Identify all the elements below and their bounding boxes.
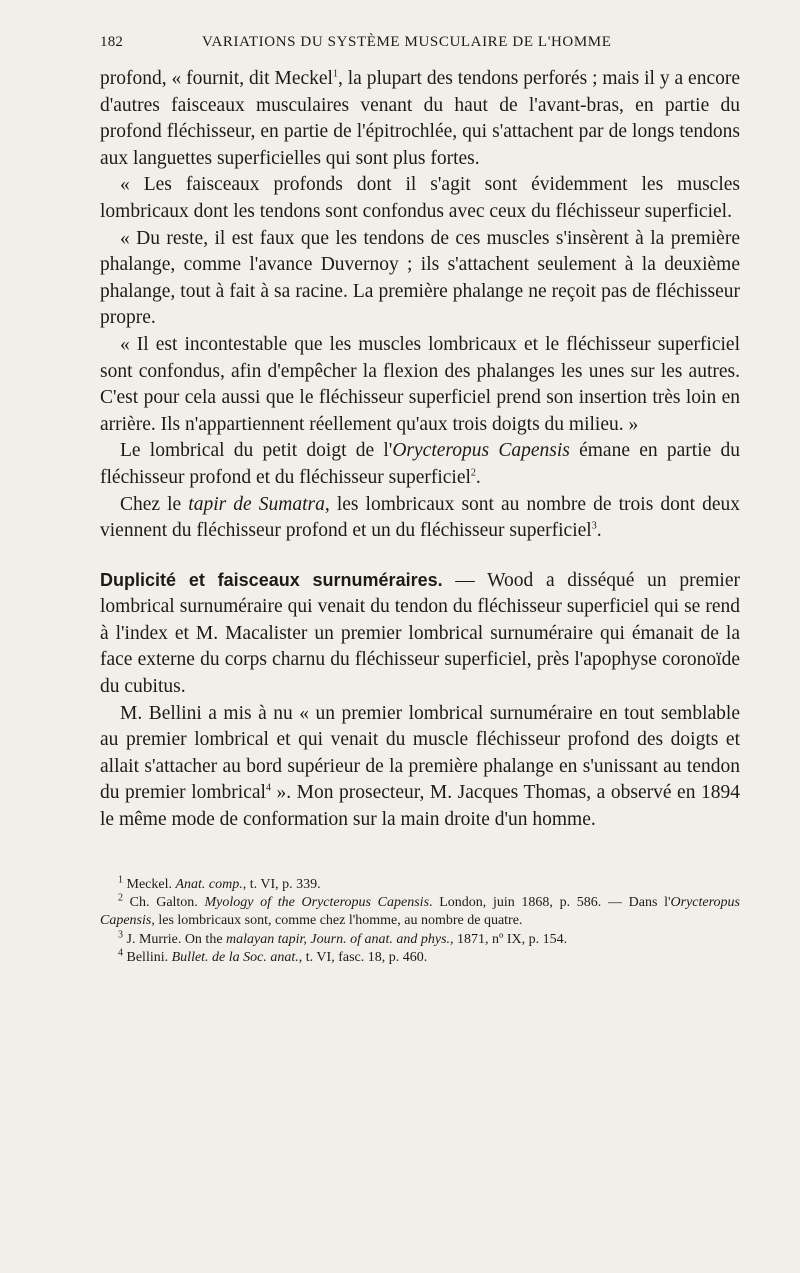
section-heading: Duplicité et faisceaux surnuméraires.: [100, 569, 443, 590]
footnote-ref: 2: [470, 467, 476, 479]
species-name: Orycteropus Capensis: [392, 440, 570, 462]
species-name: tapir de Sumatra: [188, 493, 325, 515]
paragraph-4: « Il est incontestable que les muscles lombricaux et le fléchisseur superficiel sont confondus, afin d'empêcher la flexion des phalanges les unes sur les autres. C'est pour cela aussi que le fléchisseur superficiel prend son insertion très loin en arrière. Ils n'appartiennent réellement qu'aux trois doigts du milieu. »: [100, 333, 740, 435]
footnote-text: , t. VI, fasc. 18, p. 460.: [298, 950, 428, 966]
footnote-3: [100, 931, 740, 949]
footnote-text: Bellini.: [123, 950, 172, 966]
footnote-text: , 1871, nº IX, p. 154.: [450, 931, 568, 947]
footnote-ref: 4: [265, 782, 271, 794]
footnote-text: Ch. Galton.: [123, 895, 205, 911]
footnote-ref: 3: [591, 520, 597, 532]
footnote-title: Anat. comp.: [175, 876, 243, 892]
footnote-text: . London, juin 1868, p. 586. — Dans l': [429, 895, 671, 911]
footnote-title: malayan tapir, Journ. of anat. and phys.: [226, 931, 451, 947]
paragraph-text: Chez le: [120, 493, 189, 515]
paragraph-8: [100, 701, 740, 834]
paragraph-text: , les lombricaux sont au nombre de trois dont deux viennent du fléchisseur profond et un du fléchisseur superficiel: [100, 493, 741, 542]
footnote-number: 3: [118, 929, 123, 941]
paragraph-text: émane en partie du fléchisseur profond et du fléchisseur superficiel: [100, 440, 741, 488]
page-number: 182: [100, 34, 124, 50]
paragraph-text: — Wood a disséqué un premier lombrical surnuméraire qui venait du tendon du fléchisseur superficiel qui se rend à l'index et M. Macalister un premier lombrical surnuméraire qui émanait de la face externe du corps charnu du fléchisseur superficiel, près l'apophyse coronoïde du cubitus.: [100, 569, 740, 698]
body-text: [100, 66, 740, 834]
paragraph-3: « Du reste, il est faux que les tendons de ces muscles s'insèrent à la première phalange, comme l'avance Duvernoy ; ils s'attachent seulement à la deuxième phalange, tout à fait à sa racine. La première phalange ne reçoit pas de fléchisseur propre.: [100, 227, 740, 329]
footnote-number: 4: [118, 947, 123, 959]
footnote-title: Bullet. de la Soc. anat.: [171, 950, 299, 966]
paragraph-text: Le lombrical du petit doigt de l': [120, 440, 393, 462]
paragraph-text: .: [475, 466, 481, 488]
footnotes: [100, 873, 740, 968]
paragraph-text: profond, « fournit, dit Meckel: [100, 68, 333, 89]
footnote-text: , t. VI, p. 339.: [242, 876, 321, 892]
footnote-title: Myology of the Orycteropus Capensis: [204, 895, 430, 911]
paragraph-text: , la plupart des tendons perforés ; mais il y a encore d'autres faisceaux musculaires venant du haut de l'avant-bras, en partie du profond fléchisseur, en partie de l'épitrochlée, qui s'attachent par de longs tendons aux languettes superficielles qui sont plus fortes.: [100, 68, 740, 169]
footnote-2: [100, 894, 740, 931]
paragraph-text: ». Mon prosecteur, M. Jacques Thomas, a observé en 1894 le même mode de conformation sur la main droite d'un homme.: [100, 782, 740, 831]
book-page: [100, 34, 740, 968]
footnote-number: 2: [118, 892, 123, 904]
running-header: [100, 34, 740, 60]
footnote-text: , les lombricaux sont, comme chez l'homme, au nombre de quatre.: [151, 913, 523, 929]
footnote-4: [100, 949, 740, 967]
paragraph-text: .: [596, 520, 602, 542]
paragraph-5: [100, 438, 740, 491]
footnote-text: Meckel.: [123, 876, 176, 892]
running-title: VARIATIONS DU SYSTÈME MUSCULAIRE DE L'HOMME: [202, 34, 612, 50]
paragraph-1: [100, 66, 740, 172]
paragraph-2: « Les faisceaux profonds dont il s'agit sont évidemment les muscles lombricaux dont les tendons sont confondus avec ceux du fléchisseur superficiel.: [100, 174, 740, 222]
paragraph-6: [100, 492, 740, 545]
footnote-ref: 1: [332, 68, 338, 80]
paragraph-text: M. Bellini a mis à nu « un premier lombrical surnuméraire en tout semblable au premier lombrical et qui venait du muscle fléchisseur profond des doigts et allait s'attacher au bord supérieur de la première phalange en s'unissant au tendon du premier lombrical: [100, 702, 740, 804]
footnote-title: Orycteropus Capensis: [100, 895, 740, 929]
footnote-number: 1: [118, 873, 123, 885]
paragraph-7: [100, 567, 740, 701]
footnote-text: J. Murrie. On the: [123, 931, 227, 947]
footnote-1: [100, 873, 740, 894]
